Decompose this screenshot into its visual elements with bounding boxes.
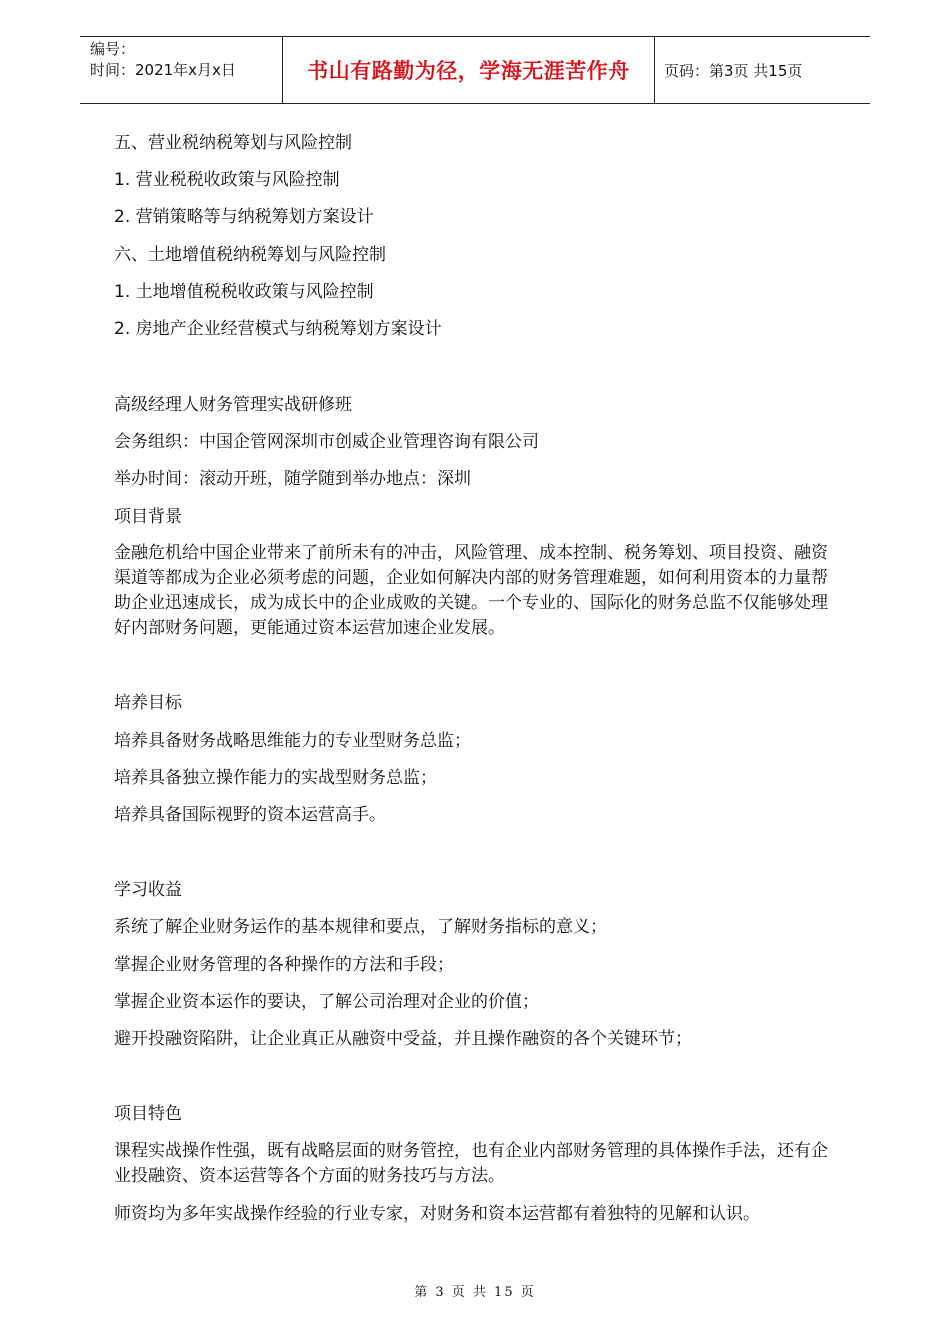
- section-heading-5: 五、营业税纳税筹划与风险控制: [114, 133, 352, 153]
- header-motto: 书山有路勤为径，学海无涯苦作舟: [282, 37, 655, 103]
- document-number-label: 编号：: [90, 40, 136, 58]
- section-heading-features: 项目特色: [114, 1104, 182, 1124]
- list-item: 2. 房地产企业经营模式与纳税筹划方案设计: [114, 319, 442, 339]
- page-header: [80, 36, 870, 104]
- section-heading-background: 项目背景: [114, 507, 182, 527]
- page-footer: 第 3 页 共 15 页: [414, 1285, 536, 1300]
- list-item: 2. 营销策略等与纳税筹划方案设计: [114, 207, 374, 227]
- list-item: 培养具备独立操作能力的实战型财务总监；: [114, 768, 437, 788]
- list-item: 培养具备财务战略思维能力的专业型财务总监；: [114, 731, 471, 751]
- section-heading-benefits: 学习收益: [114, 880, 182, 900]
- course-title: 高级经理人财务管理实战研修班: [114, 395, 352, 415]
- list-item: 培养具备国际视野的资本运营高手。: [114, 805, 386, 825]
- list-item: 掌握企业财务管理的各种操作的方法和手段；: [114, 955, 454, 975]
- list-item: 避开投融资陷阱，让企业真正从融资中受益，并且操作融资的各个关键环节；: [114, 1029, 692, 1049]
- schedule-line: 举办时间：滚动开班，随学随到举办地点：深圳: [114, 469, 471, 489]
- organizer-line: 会务组织：中国企管网深圳市创威企业管理咨询有限公司: [114, 432, 539, 452]
- list-item: 系统了解企业财务运作的基本规律和要点，了解财务指标的意义；: [114, 917, 607, 937]
- header-page-info: 页码：第3页 共15页: [664, 61, 803, 80]
- list-item: 1. 土地增值税税收政策与风险控制: [114, 282, 374, 302]
- faculty-paragraph: 师资均为多年实战操作经验的行业专家，对财务和资本运营都有着独特的见解和认识。: [114, 1204, 760, 1224]
- list-item: 掌握企业资本运作的要诀，了解公司治理对企业的价值；: [114, 992, 539, 1012]
- header-meta: [80, 37, 282, 103]
- section-heading-goals: 培养目标: [114, 693, 182, 713]
- list-item: 1. 营业税税收政策与风险控制: [114, 170, 340, 190]
- document-time-label: 时间：2021年x月x日: [90, 61, 236, 79]
- features-paragraph: 课程实战操作性强，既有战略层面的财务管控，也有企业内部财务管理的具体操作手法，还有企业投融资、资本运营等各个方面的财务技巧与方法。: [114, 1141, 828, 1186]
- background-paragraph: 金融危机给中国企业带来了前所未有的冲击，风险管理、成本控制、税务筹划、项目投资、融资渠道等都成为企业必须考虑的问题，企业如何解决内部的财务管理难题，如何利用资本的力量帮助企业迅速成长，成为成长中的企业成败的关键。一个专业的、国际化的财务总监不仅能够处理好内部财务问题，更能通过资本运营加速企业发展。: [114, 543, 828, 638]
- section-heading-6: 六、土地增值税纳税筹划与风险控制: [114, 245, 386, 265]
